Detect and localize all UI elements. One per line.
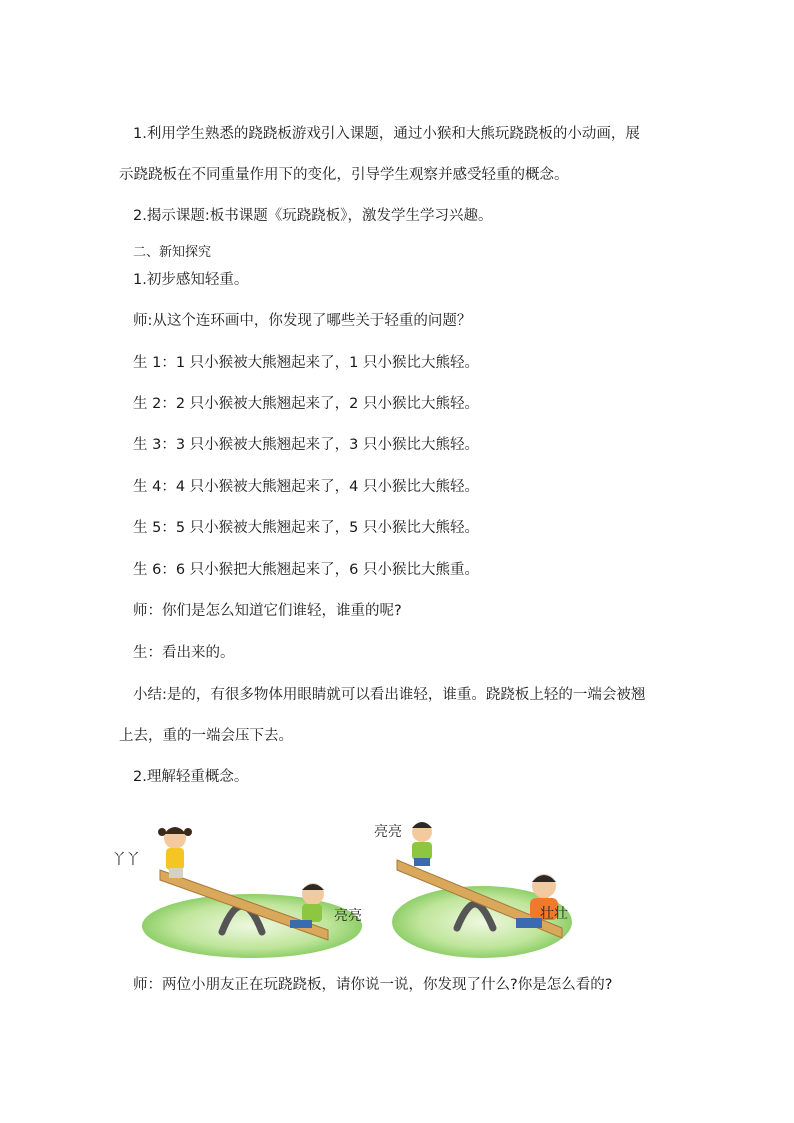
- left-bottom-child-label: 亮亮: [334, 908, 362, 924]
- left-top-child-label: 丫丫: [112, 852, 140, 868]
- girl-figure: [158, 827, 192, 878]
- seesaw-illustration: [112, 814, 572, 964]
- summary-cont: 上去，重的一端会压下去。: [119, 728, 293, 744]
- student-answer-1: 生 1：1 只小猴被大熊翘起来了，1 只小猴比大熊轻。: [133, 355, 480, 371]
- student-reply: 生：看出来的。: [133, 645, 235, 661]
- right-bottom-child-label: 壮壮: [540, 906, 568, 922]
- teacher-question-2: 师：你们是怎么知道它们谁轻，谁重的呢?: [133, 603, 402, 619]
- subheading-1: 1.初步感知轻重。: [133, 272, 249, 288]
- student-answer-6: 生 6：6 只小猴把大熊翘起来了，6 只小猴比大熊重。: [133, 562, 480, 578]
- paragraph-2: 2.揭示课题:板书课题《玩跷跷板》，激发学生学习兴趣。: [133, 208, 493, 224]
- teacher-question-1: 师:从这个连环画中，你发现了哪些关于轻重的问题？: [133, 313, 472, 329]
- student-answer-2: 生 2：2 只小猴被大熊翘起来了，2 只小猴比大熊轻。: [133, 396, 480, 412]
- student-answer-5: 生 5：5 只小猴被大熊翘起来了，5 只小猴比大熊轻。: [133, 520, 480, 536]
- section-heading: 二、新知探究: [133, 245, 212, 260]
- student-answer-3: 生 3：3 只小猴被大熊翘起来了，3 只小猴比大熊轻。: [133, 437, 480, 453]
- paragraph-1-cont: 示跷跷板在不同重量作用下的变化，引导学生观察并感受轻重的概念。: [119, 167, 569, 183]
- top-boy-figure: [412, 822, 432, 866]
- teacher-question-3: 师：两位小朋友正在玩跷跷板，请你说一说，你发现了什么?你是怎么看的?: [133, 977, 613, 993]
- subheading-2: 2.理解轻重概念。: [133, 769, 249, 785]
- summary: 小结:是的，有很多物体用眼睛就可以看出谁轻，谁重。跷跷板上轻的一端会被翘: [133, 687, 646, 703]
- right-top-child-label: 亮亮: [374, 824, 402, 840]
- left-seesaw-scene: [112, 827, 362, 958]
- paragraph-1: 1.利用学生熟悉的跷跷板游戏引入课题，通过小猴和大熊玩跷跷板的小动画，展: [133, 126, 640, 142]
- student-answer-4: 生 4：4 只小猴被大熊翘起来了，4 只小猴比大熊轻。: [133, 479, 480, 495]
- right-seesaw-scene: [374, 822, 572, 958]
